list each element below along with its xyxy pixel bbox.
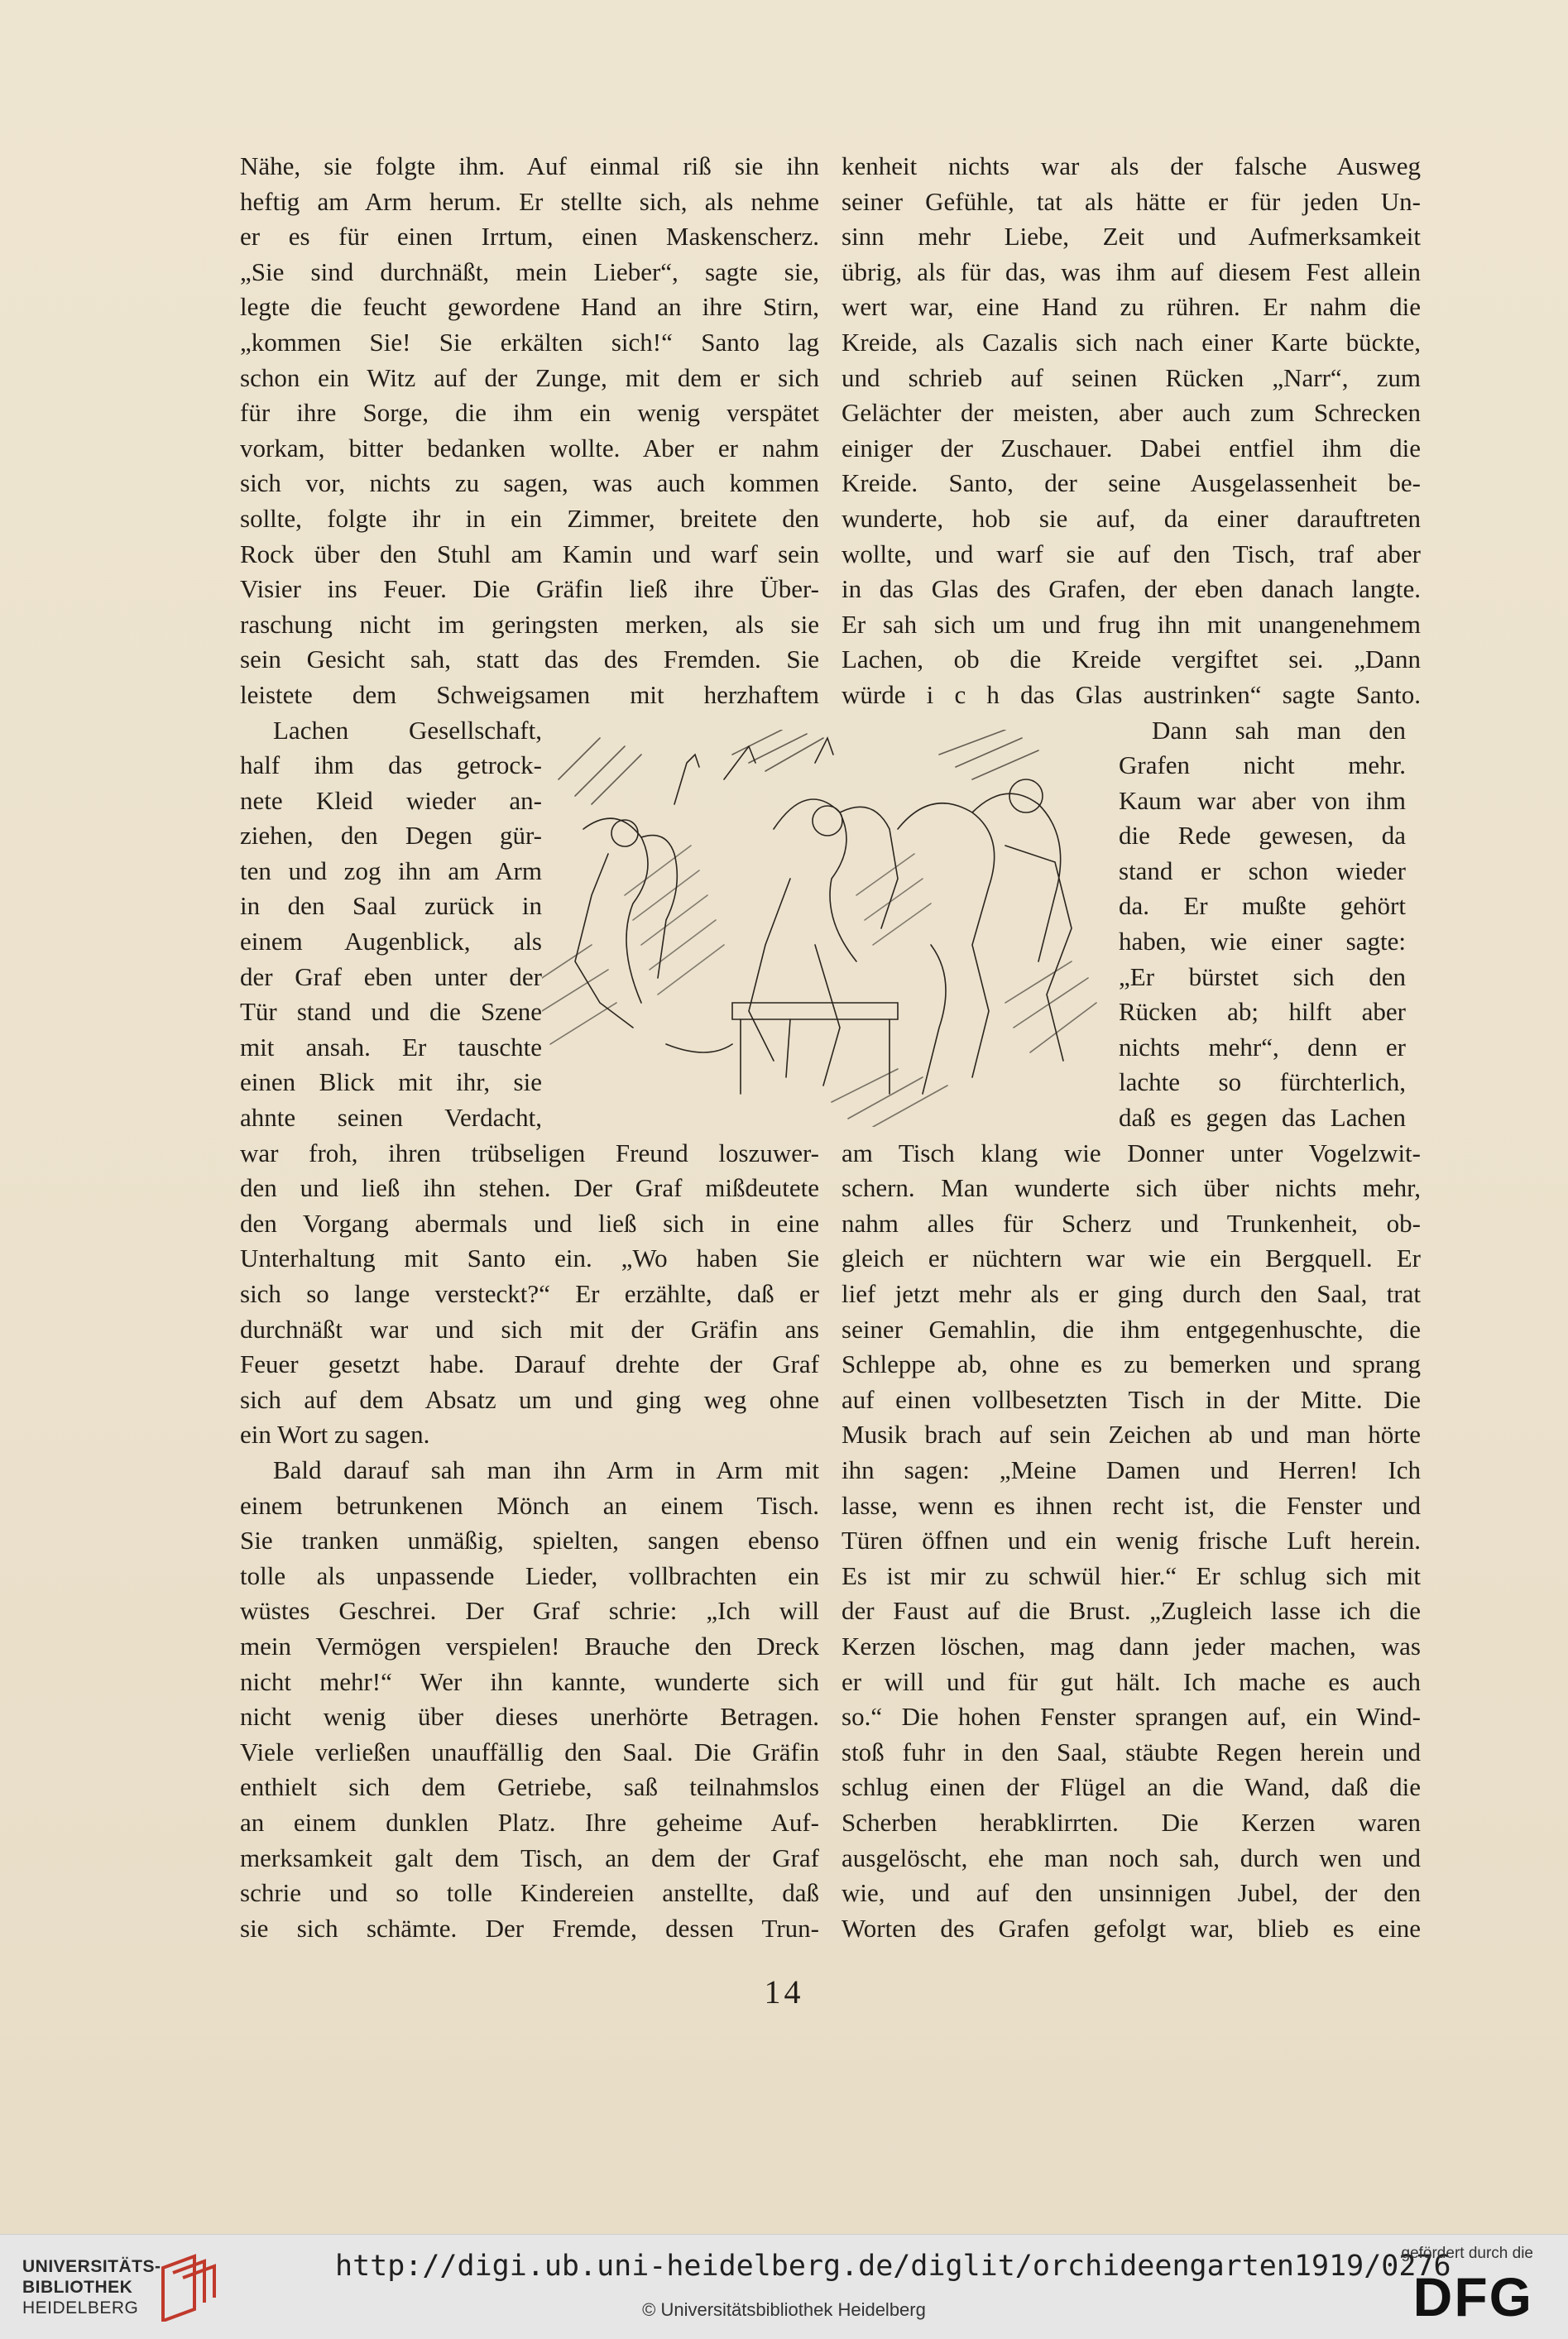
text-line: einen Blick mit ihr, sie [240, 1067, 542, 1097]
text-line: wollte, und warf sie auf den Tisch, traf aber [842, 539, 1421, 568]
text-line: sie sich schämte. Der Fremde, dessen Trun- [240, 1913, 819, 1943]
text-line: enthielt sich dem Getriebe, saß teilnahmslos [240, 1772, 819, 1802]
text-line: ten und zog ihn am Arm [240, 856, 542, 885]
text-line: in das Glas des Grafen, der eben danach langte. [842, 574, 1421, 604]
text-line: sinn mehr Liebe, Zeit und Aufmerksamkeit [842, 222, 1421, 252]
text-line: schrie und so tolle Kindereien anstellte, daß [240, 1878, 819, 1908]
left-bottom-paragraph-1 [240, 1136, 819, 1453]
text-line: Es ist mir zu schwül hier.“ Er schlug sich mit [842, 1560, 1421, 1590]
text-line: Worten des Grafen gefolgt war, blieb es eine [842, 1913, 1421, 1943]
text-line: einem Augenblick, als [240, 927, 542, 956]
text-line: den und ließ ihn stehen. Der Graf mißdeutete [240, 1173, 819, 1203]
text-line: wüstes Geschrei. Der Graf schrie: „Ich will [240, 1596, 819, 1626]
library-footer [0, 2234, 1568, 2339]
text-line: für ihre Sorge, die ihm ein wenig verspätet [240, 398, 819, 428]
text-line: vorkam, bitter bedanken wollte. Aber er nahm [240, 433, 819, 463]
text-line: Unterhaltung mit Santo ein. „Wo haben Sie [240, 1244, 819, 1273]
text-line: daß es gegen das Lachen [1119, 1103, 1406, 1133]
text-line: Feuer gesetzt habe. Darauf drehte der Graf [240, 1349, 819, 1379]
text-line: leistete dem Schweigsamen mit herzhaftem [240, 679, 819, 709]
right-bottom-paragraph [842, 1136, 1421, 1947]
text-line: nete Kleid wieder an- [240, 785, 542, 815]
text-line: übrig, als für das, was ihm auf diesem Fest allein [842, 256, 1421, 286]
text-line: da. Er mußte gehört [1119, 891, 1406, 921]
page-number: 14 [764, 1973, 804, 2011]
text-line: Rock über den Stuhl am Kamin und warf sein [240, 539, 819, 568]
text-line: stoß fuhr in den Saal, stäubte Regen herein und [842, 1737, 1421, 1766]
text-line: Kerzen löschen, mag dann jeder machen, was [842, 1631, 1421, 1661]
text-line: der Faust auf die Brust. „Zugleich lasse ich die [842, 1596, 1421, 1626]
text-line: einiger der Zuschauer. Dabei entfiel ihm die [842, 433, 1421, 463]
text-line: merksamkeit galt dem Tisch, an dem der Graf [240, 1843, 819, 1872]
text-line: Grafen nicht mehr. [1119, 750, 1406, 780]
left-top-paragraph [240, 149, 819, 713]
text-line: lachte so fürchterlich, [1119, 1067, 1406, 1097]
text-line: haben, wie einer sagte: [1119, 927, 1406, 956]
text-line: war froh, ihren trübseligen Freund loszuwer- [240, 1138, 819, 1167]
text-line: Tür stand und die Szene [240, 997, 542, 1027]
text-line: der Graf eben unter der [240, 961, 542, 991]
text-line: Bald darauf sah man ihn Arm in Arm mit [273, 1455, 819, 1484]
text-line: Lachen Gesellschaft, [273, 715, 542, 745]
text-line: würde i c h das Glas austrinken“ sagte Santo. [842, 679, 1421, 709]
text-line: sein Gesicht sah, statt das des Fremden. Sie [240, 645, 819, 674]
right-top-paragraph [842, 149, 1421, 713]
text-line: Kreide, als Cazalis sich nach einer Karte bückte, [842, 327, 1421, 357]
text-line: Musik brach auf sein Zeichen ab und man hörte [842, 1420, 1421, 1450]
text-line: Schleppe ab, ohne es zu bemerken und sprang [842, 1349, 1421, 1379]
text-line: Er sah sich um und frug ihn mit unangenehmem [842, 609, 1421, 639]
text-line: nahm alles für Scherz und Trunkenheit, ob- [842, 1208, 1421, 1238]
dfg-logo[interactable]: DFG [1412, 2266, 1533, 2327]
text-line: Türen öffnen und ein wenig frische Luft herein. [842, 1526, 1421, 1555]
text-line: Lachen, ob die Kreide vergiftet sei. „Dann [842, 645, 1421, 674]
logo-line-1: UNIVERSITÄTS- [22, 2257, 161, 2276]
text-line: tolle als unpassende Lieder, vollbrachten ein [240, 1560, 819, 1590]
text-line: „kommen Sie! Sie erkälten sich!“ Santo lag [240, 327, 819, 357]
text-line: sich so lange versteckt?“ Er erzählte, daß er [240, 1279, 819, 1308]
text-line: nicht wenig über dieses unerhörte Betragen. [240, 1702, 819, 1732]
text-line: die Rede gewesen, da [1119, 821, 1406, 851]
text-line: „Sie sind durchnäßt, mein Lieber“, sagte sie, [240, 256, 819, 286]
text-line: Kaum war aber von ihm [1119, 785, 1406, 815]
text-line: sich vor, nichts zu sagen, was auch kommen [240, 468, 819, 498]
text-line: mein Vermögen verspielen! Brauche den Dreck [240, 1631, 819, 1661]
text-line: wunderte, hob sie auf, da einer darauftreten [842, 503, 1421, 533]
text-line: Rücken ab; hilft aber [1119, 997, 1406, 1027]
text-line: einem betrunkenen Mönch an einem Tisch. [240, 1490, 819, 1520]
text-line: ausgelöscht, ehe man noch sah, durch wen und [842, 1843, 1421, 1872]
text-line: auf einen vollbesetzten Tisch in der Mitte. Die [842, 1384, 1421, 1414]
text-line: wie, und auf den unsinnigen Jubel, der den [842, 1878, 1421, 1908]
text-line: raschung nicht im geringsten merken, als sie [240, 609, 819, 639]
text-line: schon ein Witz auf der Zunge, mit dem er sich [240, 362, 819, 392]
text-line: wert war, eine Hand zu rühren. Er nahm die [842, 292, 1421, 322]
text-line: schlug einen der Flügel an die Wand, daß die [842, 1772, 1421, 1802]
text-line: Nähe, sie folgte ihm. Auf einmal riß sie ihn [240, 151, 819, 180]
text-line: lasse, wenn es ihnen recht ist, die Fenster und [842, 1490, 1421, 1520]
text-line: gleich er nüchtern war wie ein Bergquell. Er [842, 1244, 1421, 1273]
text-line: lief jetzt mehr als er ging durch den Saal, trat [842, 1279, 1421, 1308]
text-line: sollte, folgte ihr in ein Zimmer, breitete den [240, 503, 819, 533]
left-bottom-paragraph-2 [240, 1453, 819, 1946]
text-line: „Er bürstet sich den [1119, 961, 1406, 991]
text-line: sich auf dem Absatz um und ging weg ohne [240, 1384, 819, 1414]
text-line: Visier ins Feuer. Die Gräfin ließ ihre Über- [240, 574, 819, 604]
text-line: seiner Gefühle, tat als hätte er für jeden Un- [842, 186, 1421, 216]
pen-sketch-illustration [542, 730, 1105, 1127]
text-line: an einem dunklen Platz. Ihre geheime Auf- [240, 1807, 819, 1837]
text-line: heftig am Arm herum. Er stellte sich, als nehme [240, 186, 819, 216]
text-line: schern. Man wunderte sich über nichts mehr, [842, 1173, 1421, 1203]
text-line: ein Wort zu sagen. [240, 1420, 430, 1450]
text-line: ahnte seinen Verdacht, [240, 1103, 542, 1133]
permalink-url[interactable]: http://digi.ub.uni-heidelberg.de/diglit/orchideengarten1919/0276 [335, 2250, 1451, 2283]
text-line: er will und für gut hält. Ich mache es auch [842, 1666, 1421, 1696]
text-line: Dann sah man den [1152, 715, 1406, 745]
text-line: legte die feucht gewordene Hand an ihre Stirn, [240, 292, 819, 322]
text-line: Scherben herabklirrten. Die Kerzen waren [842, 1807, 1421, 1837]
logo-line-3: HEIDELBERG [22, 2298, 139, 2317]
text-line: seiner Gemahlin, die ihm entgegenhuschte, die [842, 1314, 1421, 1344]
text-line: durchnäßt war und sich mit der Gräfin ans [240, 1314, 819, 1344]
text-line: ziehen, den Degen gür- [240, 821, 542, 851]
text-line: Kreide. Santo, der seine Ausgelassenheit be- [842, 468, 1421, 498]
text-line: ihn sagen: „Meine Damen und Herren! Ich [842, 1455, 1421, 1484]
text-line: half ihm das getrock- [240, 750, 542, 780]
sponsor-label: gefördert durch die [1401, 2245, 1533, 2262]
text-line: Sie tranken unmäßig, spielten, sangen ebenso [240, 1526, 819, 1555]
text-line: in den Saal zurück in [240, 891, 542, 921]
text-line: nichts mehr“, denn er [1119, 1032, 1406, 1062]
right-narrow-paragraph [1119, 713, 1406, 1136]
text-line: er es für einen Irrtum, einen Maskenscherz. [240, 222, 819, 252]
copyright-notice: © Universitätsbibliothek Heidelberg [642, 2299, 926, 2320]
text-line: Viele verließen unauffällig den Saal. Die Gräfin [240, 1737, 819, 1766]
left-narrow-paragraph [240, 713, 542, 1136]
text-line: den Vorgang abermals und ließ sich in eine [240, 1208, 819, 1238]
text-line: kenheit nichts war als der falsche Ausweg [842, 151, 1421, 180]
text-line: und schrieb auf seinen Rücken „Narr“, zum [842, 362, 1421, 392]
text-line: Gelächter der meisten, aber auch zum Schrecken [842, 398, 1421, 428]
text-line: am Tisch klang wie Donner unter Vogelzwit- [842, 1138, 1421, 1167]
text-line: stand er schon wieder [1119, 856, 1406, 885]
text-line: nicht mehr!“ Wer ihn kannte, wunderte sich [240, 1666, 819, 1696]
text-line: so.“ Die hohen Fenster sprangen auf, ein Wind- [842, 1702, 1421, 1732]
text-line: mit ansah. Er tauschte [240, 1032, 542, 1062]
logo-line-2: BIBLIOTHEK [22, 2278, 133, 2297]
